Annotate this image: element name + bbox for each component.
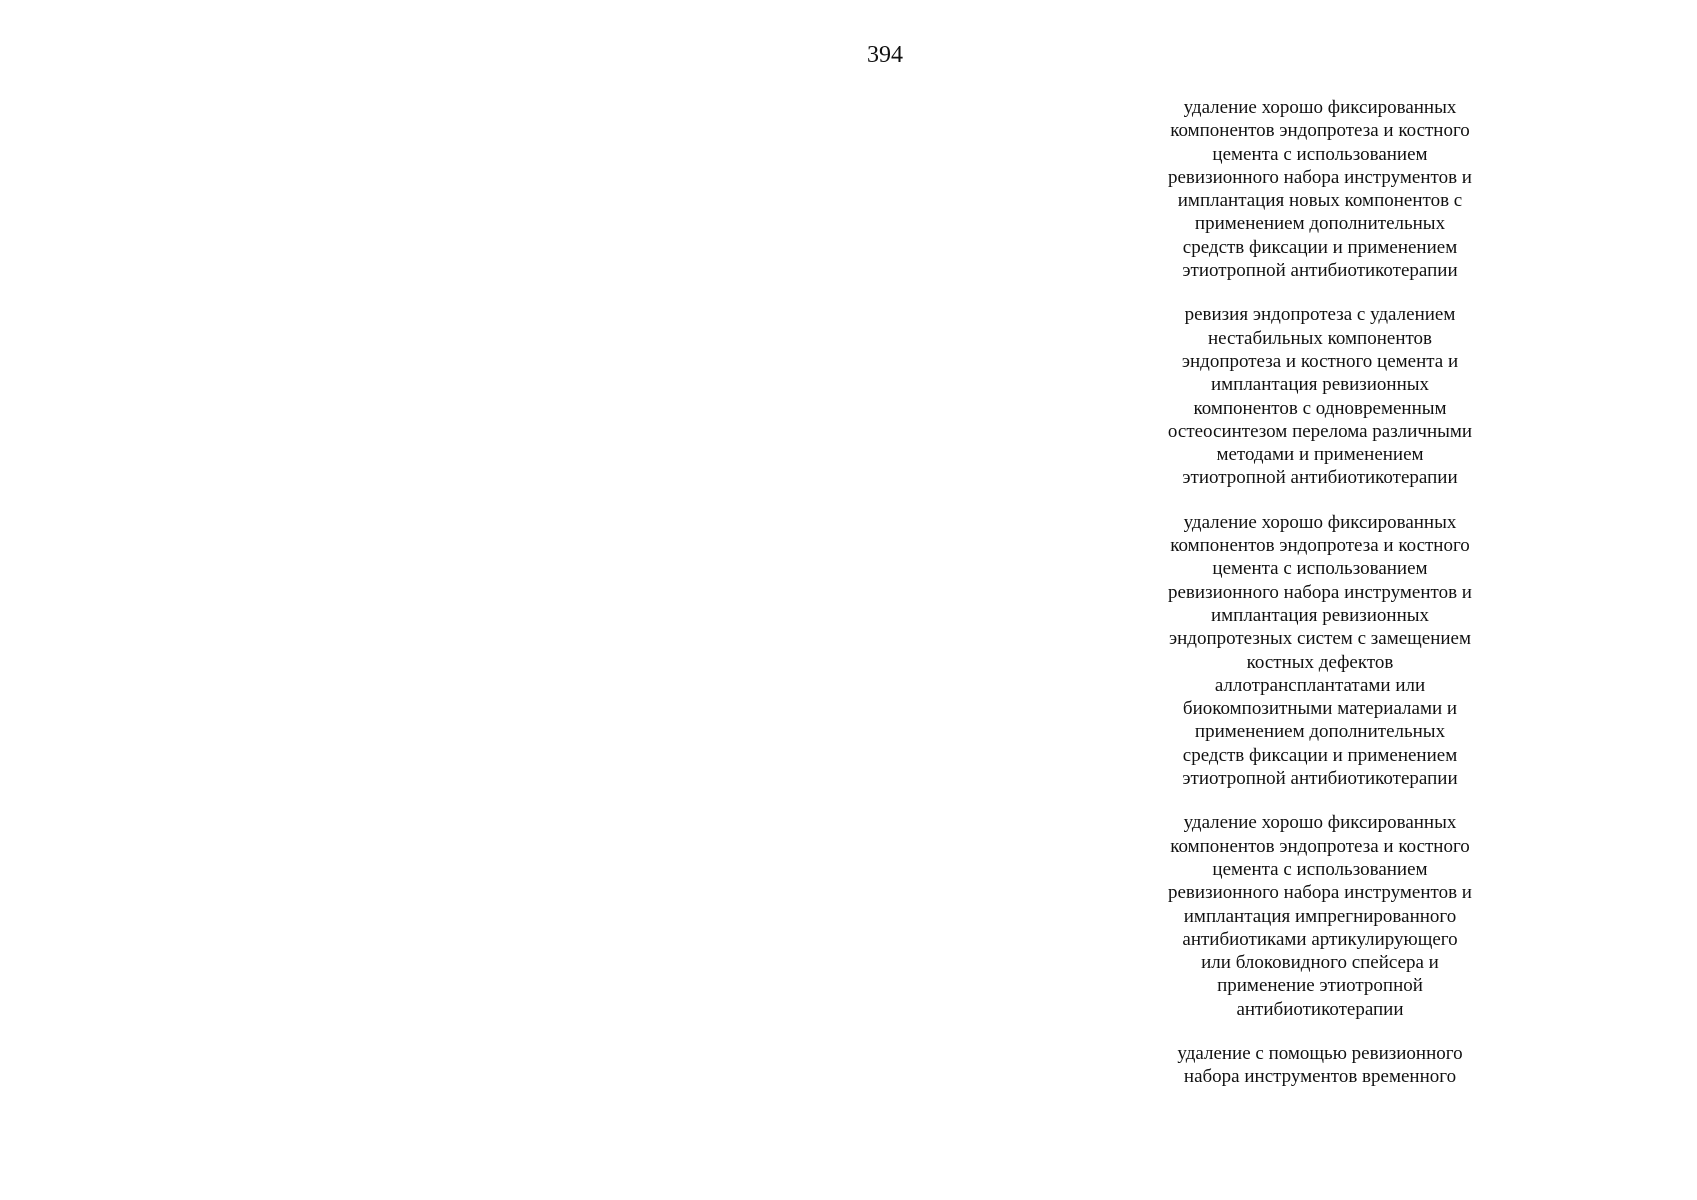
text-line: эндопротезных систем с замещением [1168, 628, 1472, 650]
text-line: цемента с использованием [1212, 558, 1428, 580]
text-line: компонентов эндопротеза и костного [1170, 120, 1470, 142]
text-line: методами и применением [1216, 444, 1424, 466]
paragraph-5 [1140, 1042, 1500, 1089]
text-line: средств фиксации и применением [1182, 744, 1458, 766]
text-line: средств фиксации и применением [1182, 236, 1458, 258]
paragraph-3 [1140, 511, 1500, 791]
text-column [1140, 96, 1500, 1110]
text-line: набора инструментов временного [1183, 1066, 1457, 1088]
text-line: этиотропной антибиотикотерапии [1182, 467, 1458, 489]
text-line: цемента с использованием [1212, 858, 1428, 880]
paragraph-4 [1140, 811, 1500, 1021]
text-line: этиотропной антибиотикотерапии [1182, 260, 1458, 282]
paragraph-1 [1140, 96, 1500, 282]
text-line: применением дополнительных [1194, 213, 1446, 235]
text-line: имплантация ревизионных [1210, 374, 1430, 396]
text-line: биокомпозитными материалами и [1182, 698, 1458, 720]
text-line: применением дополнительных [1194, 721, 1446, 743]
text-line: удаление с помощью ревизионного [1177, 1042, 1463, 1064]
page-number: 394 [867, 42, 903, 68]
text-line: антибиотиками артикулирующего [1182, 928, 1458, 950]
text-line: удаление хорошо фиксированных [1183, 812, 1457, 834]
text-line: нестабильных компонентов [1207, 327, 1433, 349]
text-line: компонентов с одновременным [1193, 397, 1447, 419]
text-line: эндопротеза и костного цемента и [1181, 350, 1459, 372]
text-line: удаление хорошо фиксированных [1183, 97, 1457, 118]
text-line: компонентов эндопротеза и костного [1170, 535, 1470, 557]
text-line: ревизионного набора инструментов и [1168, 882, 1472, 904]
text-line: антибиотикотерапии [1236, 998, 1404, 1020]
text-line: остеосинтезом перелома различными [1167, 420, 1473, 442]
text-line: цемента с использованием [1212, 143, 1428, 165]
text-line: аллотрансплантатами или [1214, 674, 1426, 696]
text-line: костных дефектов [1246, 651, 1394, 673]
text-line: имплантация ревизионных [1210, 604, 1430, 626]
paragraph-2 [1140, 303, 1500, 489]
text-line: компонентов эндопротеза и костного [1170, 835, 1470, 857]
text-line: этиотропной антибиотикотерапии [1182, 768, 1458, 790]
text-line: ревизия эндопротеза с удалением [1184, 304, 1456, 326]
text-line: применение этиотропной [1217, 975, 1423, 997]
text-line: имплантация импрегнированного [1183, 905, 1457, 927]
text-line: удаление хорошо фиксированных [1183, 511, 1457, 533]
text-line: ревизионного набора инструментов и [1168, 581, 1472, 603]
text-line: или блоковидного спейсера и [1201, 952, 1439, 974]
text-line: имплантация новых компонентов с [1177, 190, 1463, 212]
text-line: ревизионного набора инструментов и [1168, 166, 1472, 188]
